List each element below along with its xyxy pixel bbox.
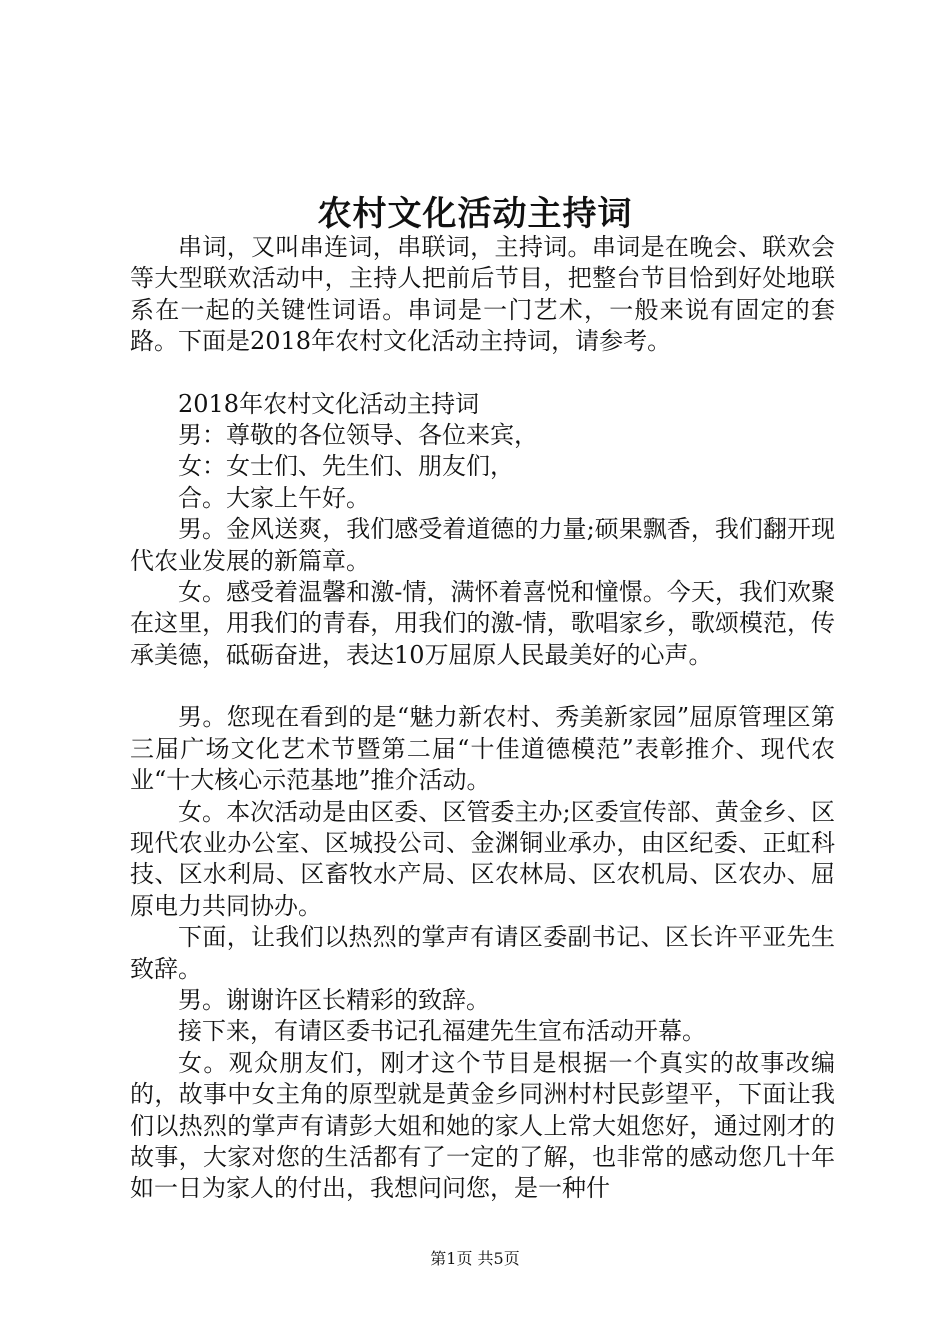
paragraph: 男。金风送爽，我们感受着道德的力量;硕果飘香，我们翻开现代农业发展的新篇章。 (130, 515, 835, 575)
document-body (130, 232, 835, 1205)
paragraph: 男。谢谢许区长精彩的致辞。 (178, 985, 490, 1014)
paragraph: 2018年农村文化活动主持词 (178, 389, 480, 418)
paragraph: 男。您现在看到的是“魅力新农村、秀美新家园”屈原管理区第三届广场文化艺术节暨第二届“十佳道德模范”表彰推介、现代农业“十大核心示范基地”推介活动。 (130, 703, 835, 795)
paragraph: 男：尊敬的各位领导、各位来宾， (178, 421, 538, 450)
paragraph: 下面，让我们以热烈的掌声有请区委副书记、区长许平亚先生致辞。 (130, 923, 835, 983)
paragraph: 合。大家上午好。 (178, 483, 370, 512)
document-title: 农村文化活动主持词 (317, 194, 633, 234)
paragraph: 女。感受着温馨和激-情，满怀着喜悦和憧憬。今天，我们欢聚在这里，用我们的青春，用我们的激-情，歌唱家乡，歌颂模范，传承美德，砥砺奋进，表达10万屈原人民最美好的心声。 (130, 578, 835, 669)
page-footer: 第1页 共5页 (430, 1249, 520, 1268)
paragraph: 女。本次活动是由区委、区管委主办;区委宣传部、黄金乡、区现代农业办公室、区城投公司、金渊铜业承办，由区纪委、正虹科技、区水利局、区畜牧水产局、区农林局、区农机局、区农办、屈原电力共同协办。 (130, 797, 835, 920)
paragraph: 接下来，有请区委书记孔福建先生宣布活动开幕。 (178, 1017, 706, 1046)
paragraph: 女。观众朋友们，刚才这个节目是根据一个真实的故事改编的，故事中女主角的原型就是黄金乡同洲村村民彭望平，下面让我们以热烈的掌声有请彭大姐和她的家人上常大姐您好，通过刚才的故事，大家对您的生活都有了一定的了解，也非常的感动您几十年如一日为家人的付出，我想问问您，是一种什 (130, 1048, 835, 1203)
paragraph: 女：女士们、先生们、朋友们， (178, 452, 514, 481)
paragraph: 串词，又叫串连词，串联词，主持词。串词是在晚会、联欢会等大型联欢活动中，主持人把前后节目，把整台节目恰到好处地联系在一起的关键性词语。串词是一门艺术，一般来说有固定的套路。下面是2018年农村文化活动主持词，请参考。 (130, 233, 835, 356)
